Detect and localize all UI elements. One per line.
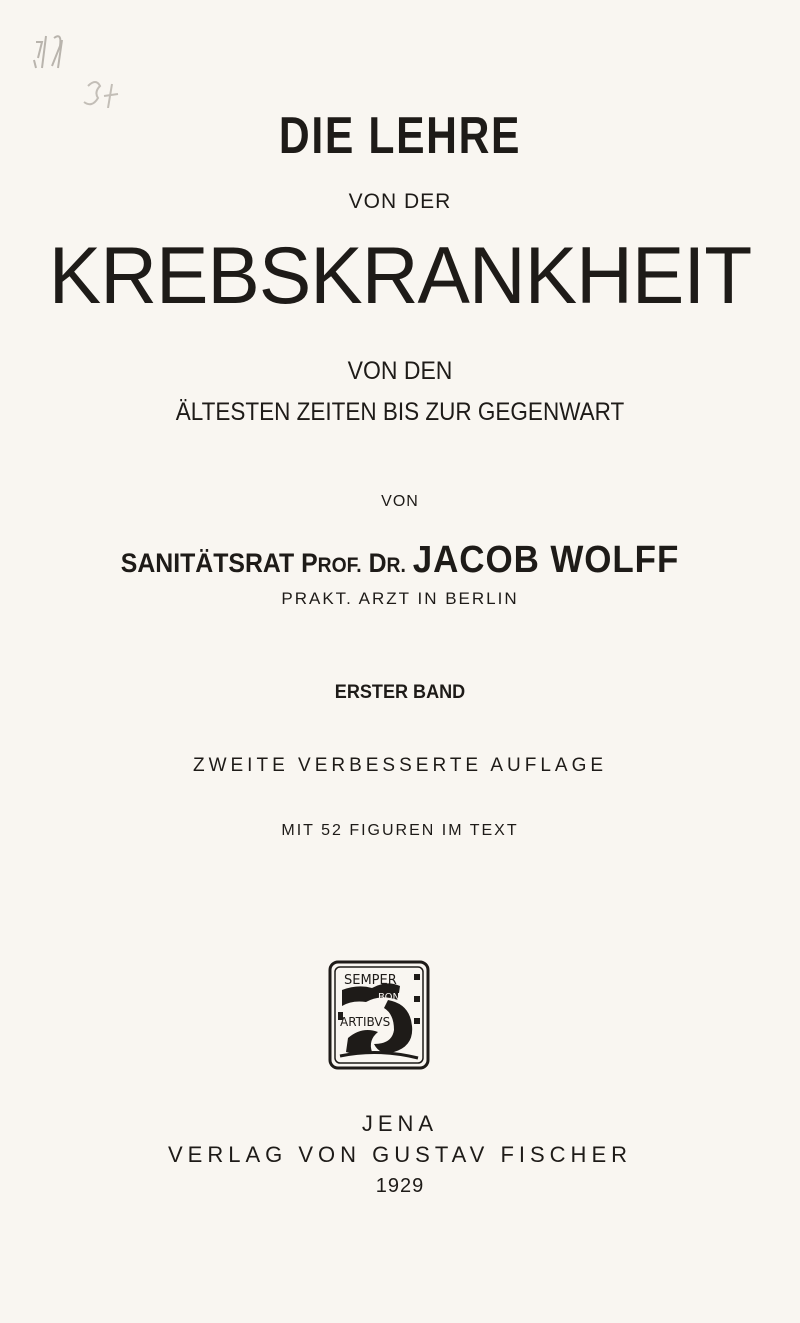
subtitle-line-1: VON DEN [347, 357, 453, 385]
author-dr-initial: D [368, 548, 387, 578]
author-position: PRAKT. ARZT IN BERLIN [281, 589, 519, 608]
imprint-publisher: VERLAG VON GUSTAV FISCHER [167, 1142, 633, 1167]
figures-label: MIT 52 FIGUREN IM TEXT [281, 822, 519, 839]
title-main: KREBSKRANKHEIT [48, 231, 752, 321]
title-line-2: VON DER [348, 190, 452, 213]
author-dr-rest: R. [386, 554, 406, 577]
author-prof-rest: ROF. [317, 554, 362, 577]
subtitle-line-2: ÄLTESTEN ZEITEN BIS ZUR GEGENWART [175, 398, 625, 426]
author-rank: SANITÄTSRAT [120, 548, 295, 578]
volume-label: ERSTER BAND [334, 682, 466, 703]
title-line-1: DIE LEHRE [278, 107, 522, 165]
emblem-text-top: SEMPER [344, 973, 397, 988]
author-line [32, 541, 768, 579]
publisher-emblem [328, 960, 430, 1070]
emblem-text-left: ARTIBVS [340, 1015, 391, 1029]
author-prof-initial: P [301, 548, 318, 578]
emblem-text-middle: BONIS [378, 992, 410, 1003]
author-name: JACOB WOLFF [412, 539, 680, 581]
by-label: VON [381, 493, 419, 510]
imprint-year: 1929 [375, 1175, 425, 1197]
pencil-shelf-mark [28, 28, 138, 108]
edition-label: ZWEITE VERBESSERTE AUFLAGE [192, 755, 608, 776]
imprint-city: JENA [361, 1111, 439, 1136]
